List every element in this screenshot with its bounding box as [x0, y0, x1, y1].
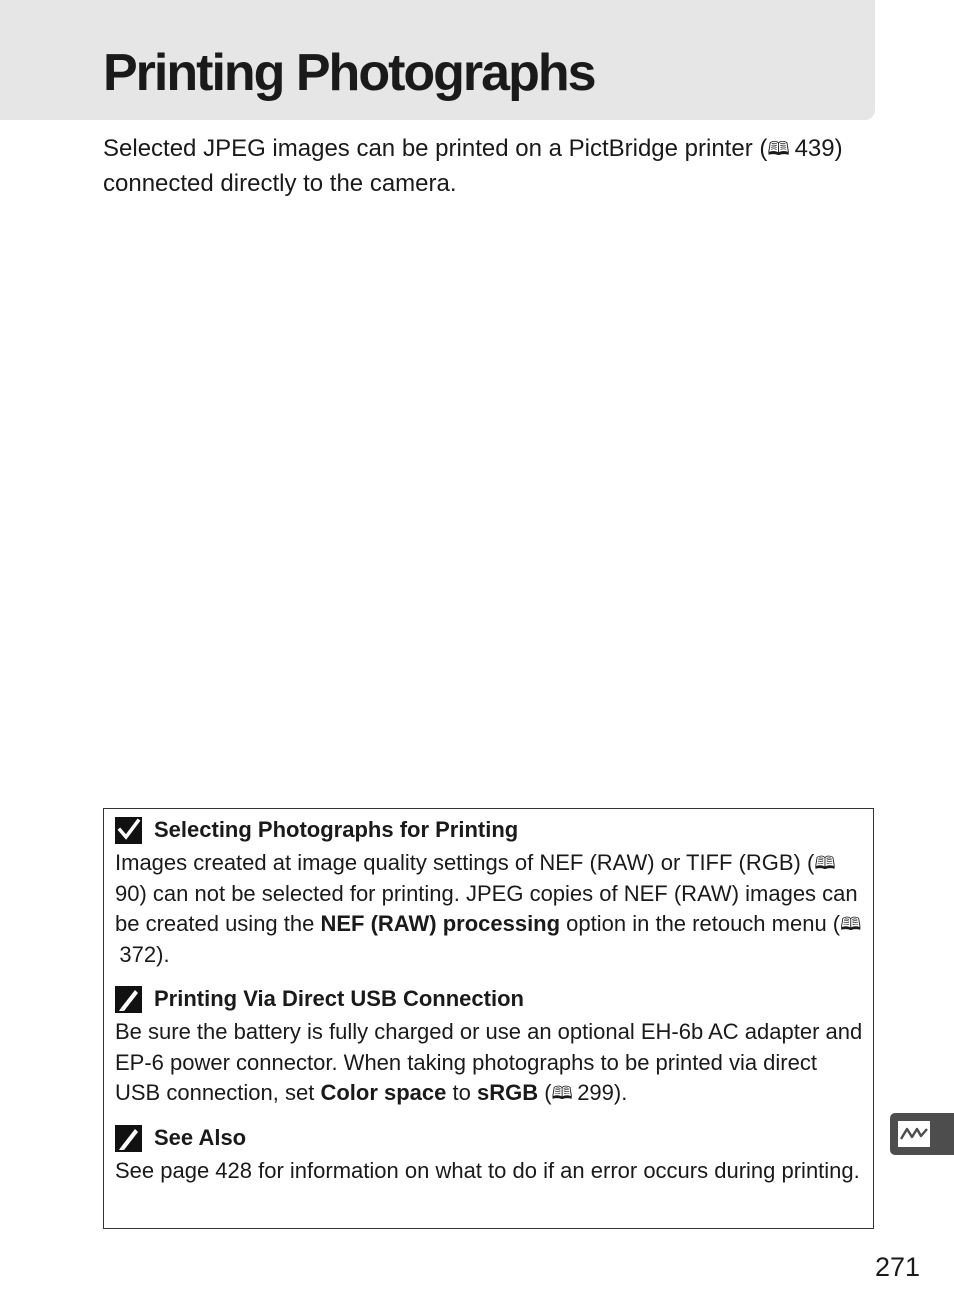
intro-ref-page[interactable]: 439 — [794, 135, 835, 162]
note-text: Be sure the battery is fully charged or use an optional EH-6b AC adapter and EP-6 power connector. When taking photographs to be printed via direct USB connection, set — [115, 1019, 863, 1105]
pencil-note-icon — [115, 1125, 142, 1152]
note-text: ( — [538, 1080, 552, 1105]
page-title: Printing Photographs — [103, 44, 595, 102]
note-text: ). — [613, 1080, 628, 1105]
intro-text-2: ) connected directly to the camera. — [103, 135, 843, 197]
book-icon: 🕮 — [767, 139, 790, 160]
note-body — [115, 1017, 863, 1109]
book-icon: 🕮 — [840, 914, 862, 934]
notes-box — [103, 808, 874, 1229]
page-number: 271 — [874, 1252, 920, 1282]
retouch-squiggle-icon — [898, 1121, 930, 1147]
note-text: option in the retouch menu ( — [560, 911, 841, 936]
caution-check-icon — [115, 817, 142, 844]
note-header — [115, 984, 863, 1014]
intro-paragraph — [103, 132, 843, 201]
note-header — [115, 815, 863, 845]
pencil-note-icon — [115, 986, 142, 1013]
menu-option-name: Color space — [320, 1080, 447, 1105]
book-icon: 🕮 — [551, 1083, 573, 1103]
note-text: ). — [156, 941, 170, 967]
note-see-also — [115, 1123, 863, 1187]
page-ref[interactable]: 372 — [119, 941, 157, 967]
intro-text-1: Selected JPEG images can be printed on a PictBridge printer ( — [103, 135, 768, 162]
page-ref[interactable]: 90 — [115, 880, 140, 906]
menu-option-name: NEF (RAW) processing — [320, 911, 561, 936]
note-text: ) can not be selected for printing. JPEG copies of NEF (RAW) images can be created using the — [115, 880, 858, 936]
note-direct-usb — [115, 984, 863, 1109]
note-title: Selecting Photographs for Printing — [154, 817, 519, 842]
note-body — [115, 848, 863, 970]
note-title: Printing Via Direct USB Connection — [154, 986, 524, 1011]
note-text: to — [446, 1080, 477, 1105]
book-icon: 🕮 — [814, 853, 836, 873]
note-selecting-photographs — [115, 815, 863, 970]
note-header — [115, 1123, 863, 1153]
note-body: See page 428 for information on what to do if an error occurs during printing. — [115, 1158, 860, 1183]
note-text: Images created at image quality settings of NEF (RAW) or TIFF (RGB) ( — [115, 850, 815, 875]
menu-option-value: sRGB — [476, 1080, 539, 1105]
page-ref[interactable]: 299 — [577, 1080, 614, 1105]
note-title: See Also — [154, 1125, 247, 1150]
section-tab[interactable] — [890, 1113, 954, 1155]
